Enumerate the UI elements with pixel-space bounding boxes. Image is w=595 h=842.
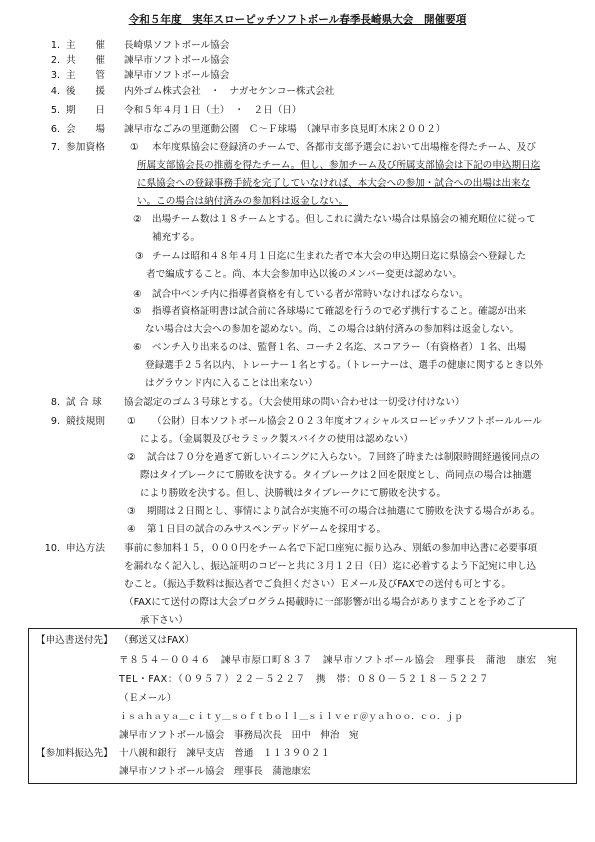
item-mark: ⑤ — [133, 306, 142, 317]
item-key: 共 催 — [66, 55, 106, 66]
item-mark: ④ — [133, 289, 142, 300]
eligibility-line: 指導者資格証明書は試合前に各球場にて確認を行うので必ず携行すること。確認が出来 — [152, 306, 527, 317]
email-label: （Ｅメール） — [119, 693, 177, 704]
item-key: 主 催 — [66, 40, 106, 51]
item-key: 試 合 球 — [66, 397, 102, 408]
item-number: 5. — [50, 105, 60, 116]
eligibility-line: 補充する。 — [152, 232, 200, 243]
item-value: 令和５年４月１日（土） ・ ２日（日） — [124, 105, 302, 116]
application-line: 承下さい） — [140, 615, 188, 626]
item-value: 内外ゴム株式会社 ・ ナガセケンコー株式会社 — [124, 86, 335, 97]
item-value: 長崎県ソフトボール協会 — [124, 40, 230, 51]
item-number: 6. — [50, 124, 60, 135]
application-line: むこと。（振込手数料は振込者でご負担ください）Ｅメール及びFAXでの送付も可とする。 — [124, 579, 511, 590]
item-organizer — [0, 70, 595, 86]
item-key: 後 援 — [66, 86, 106, 97]
item-number: 10. — [44, 543, 60, 554]
bank-label: 【参加料振込先】 — [36, 748, 113, 759]
eligibility-line: はグラウンド内に入ることは出来ない） — [145, 378, 318, 389]
rules-line: （公財）日本ソフトボール協会２０２３年度オフィシャルスローピッチソフトボールルール — [152, 416, 543, 427]
bank-account: 十八親和銀行 諫早支店 普通 １１３９０２１ — [119, 748, 331, 759]
eligibility-line: に県協会への登録事務手続を完了していなければ、本大会への参加・試合への出場は出来な — [137, 178, 531, 189]
item-mark: ② — [133, 214, 142, 225]
send-note: （郵送又はFAX） — [119, 635, 195, 646]
item-number: 2. — [50, 55, 60, 66]
item-number: 9. — [50, 416, 60, 427]
postal-address: 〒８５４－００４６ 諫早市原口町８３７ 諫早市ソフトボール協会 理事長 蒲池 康宏 宛 — [119, 655, 558, 666]
item-key: 参加資格 — [66, 142, 106, 153]
eligibility-line: ベンチ入り出来るのは、監督１名、コーチ２名迄、スコアラー（有資格者）１名、出場 — [152, 342, 527, 353]
item-number: 8. — [50, 397, 60, 408]
account-name: 諫早市ソフトボール協会 理事長 蒲池康宏 — [119, 766, 311, 777]
application-line: を漏れなく記入し、振込証明のコピーと共に３月１２日（日）迄に必着するよう下記宛に申し込 — [124, 561, 537, 572]
item-date — [0, 105, 595, 121]
item-key: 期 日 — [66, 105, 106, 116]
item-co-host — [0, 55, 595, 71]
send-label: 【申込書送付先】 — [36, 635, 113, 646]
eligibility-line: 試合中ベンチ内に指導者資格を有している者が常時いなければならない。 — [152, 289, 469, 300]
eligibility-line: ない場合は大会への参加を認めない。尚、この場合は納付済みの参加料は返金しない。 — [145, 324, 520, 335]
section-ball — [0, 397, 595, 413]
item-mark: ② — [127, 452, 136, 463]
item-mark: ⑥ — [133, 342, 142, 353]
contact-box — [28, 628, 577, 784]
eligibility-line: 者で編成すること。尚、本大会参加申込以後のメンバー変更は認めない。 — [146, 269, 462, 280]
eligibility-line: チームは昭和４８年４月１日迄に生まれた者で本大会の申込期日迄に県協会へ登録した — [152, 251, 527, 262]
item-key: 競技規則 — [66, 416, 106, 427]
item-host — [0, 40, 595, 56]
item-key: 申込方法 — [66, 543, 106, 554]
item-key: 会 場 — [66, 124, 106, 135]
title-text: 令和５年度 実年スローピッチソフトボール春季長崎県大会 開催要項 — [128, 14, 467, 26]
item-number: 4. — [50, 86, 60, 97]
item-mark: ① — [130, 142, 139, 153]
item-value: 諫早市なごみの里運動公園 Ｃ～Ｆ球場 （諫早市多良見町木床２００２） — [124, 124, 446, 135]
eligibility-line: い。この場合は納付済みの参加料は返金しない。 — [137, 196, 349, 207]
email-address: ｉｓａｈａｙａ＿ｃｉｔｙ＿ｓｏｆｔｂｏｌｌ＿ｓｉｌｖｅｒ＠ｙａｈｏｏ．ｃｏ．ｊｐ — [119, 712, 463, 722]
application-line: 事前に参加料１５，０００円をチーム名で下記口座宛に振り込み、別紙の参加申込書に必要事項 — [124, 543, 538, 554]
rules-line: 期間は２日間とし、事情により試合が実施不可の場合は抽選にて勝敗を決する場合がある。 — [147, 506, 541, 517]
rules-line: により勝敗を決する。但し、決勝戦はタイブレークにて勝敗を決する。 — [140, 488, 447, 499]
application-line: （FAXにて送付の際は大会プログラム掲載時に一部影響が出る場合がありますことを予めご了 — [124, 597, 526, 608]
item-value: 協会認定のゴム３号球とする。（大会使用球の問い合わせは一切受け付けない） — [124, 397, 465, 408]
rules-line: 試合は７０分を過ぎて新しいイニングに入らない。７回終了時または制限時間経過後同点の — [147, 452, 540, 463]
item-mark: ③ — [127, 506, 136, 517]
rules-line: による。（金属製及びセラミック製スパイクの使用は認めない） — [140, 434, 414, 445]
eligibility-line: 登録選手２５名以内、トレーナー１名とする。（トレーナーは、選手の健康に関するとき以外 — [145, 360, 544, 371]
item-value: 諫早市ソフトボール協会 — [124, 55, 230, 66]
item-mark: ③ — [135, 251, 144, 262]
item-key: 主 管 — [66, 70, 106, 81]
item-mark: ④ — [127, 524, 136, 535]
eligibility-line: 出場チーム数は１８チームとする。但しこれに満たない場合は県協会の補充順位に従って — [152, 214, 536, 225]
item-sponsor — [0, 86, 595, 102]
item-value: 諫早市ソフトボール協会 — [124, 70, 230, 81]
item-venue — [0, 124, 595, 140]
item-mark: ① — [127, 416, 136, 427]
item-number: 1. — [50, 40, 60, 51]
rules-line: 際はタイブレークにて勝敗を決する。タイブレークは２回を限度とし、尚同点の場合は抽選 — [140, 470, 532, 481]
eligibility-line: 本年度県協会に登録済のチームで、各都市支部予選会において出場権を得たチーム、及び — [152, 142, 536, 153]
tel-fax: TEL・FAX：（０９５７）２２－５２２７ 携 帯：０８０－５２１８－５２２７ — [119, 674, 490, 685]
eligibility-line: 所属支部協会長の推薦を得たチーム。但し、参加チーム及び所属支部協会は下記の申込期日迄 — [137, 160, 541, 171]
email-contact: 諫早市ソフトボール協会 事務局次長 田中 伸治 宛 — [119, 730, 359, 741]
rules-line: 第１日目の試合のみサスペンデッドゲームを採用する。 — [147, 524, 387, 535]
item-number: 7. — [50, 142, 60, 153]
item-number: 3. — [50, 70, 60, 81]
document-title — [0, 14, 595, 27]
